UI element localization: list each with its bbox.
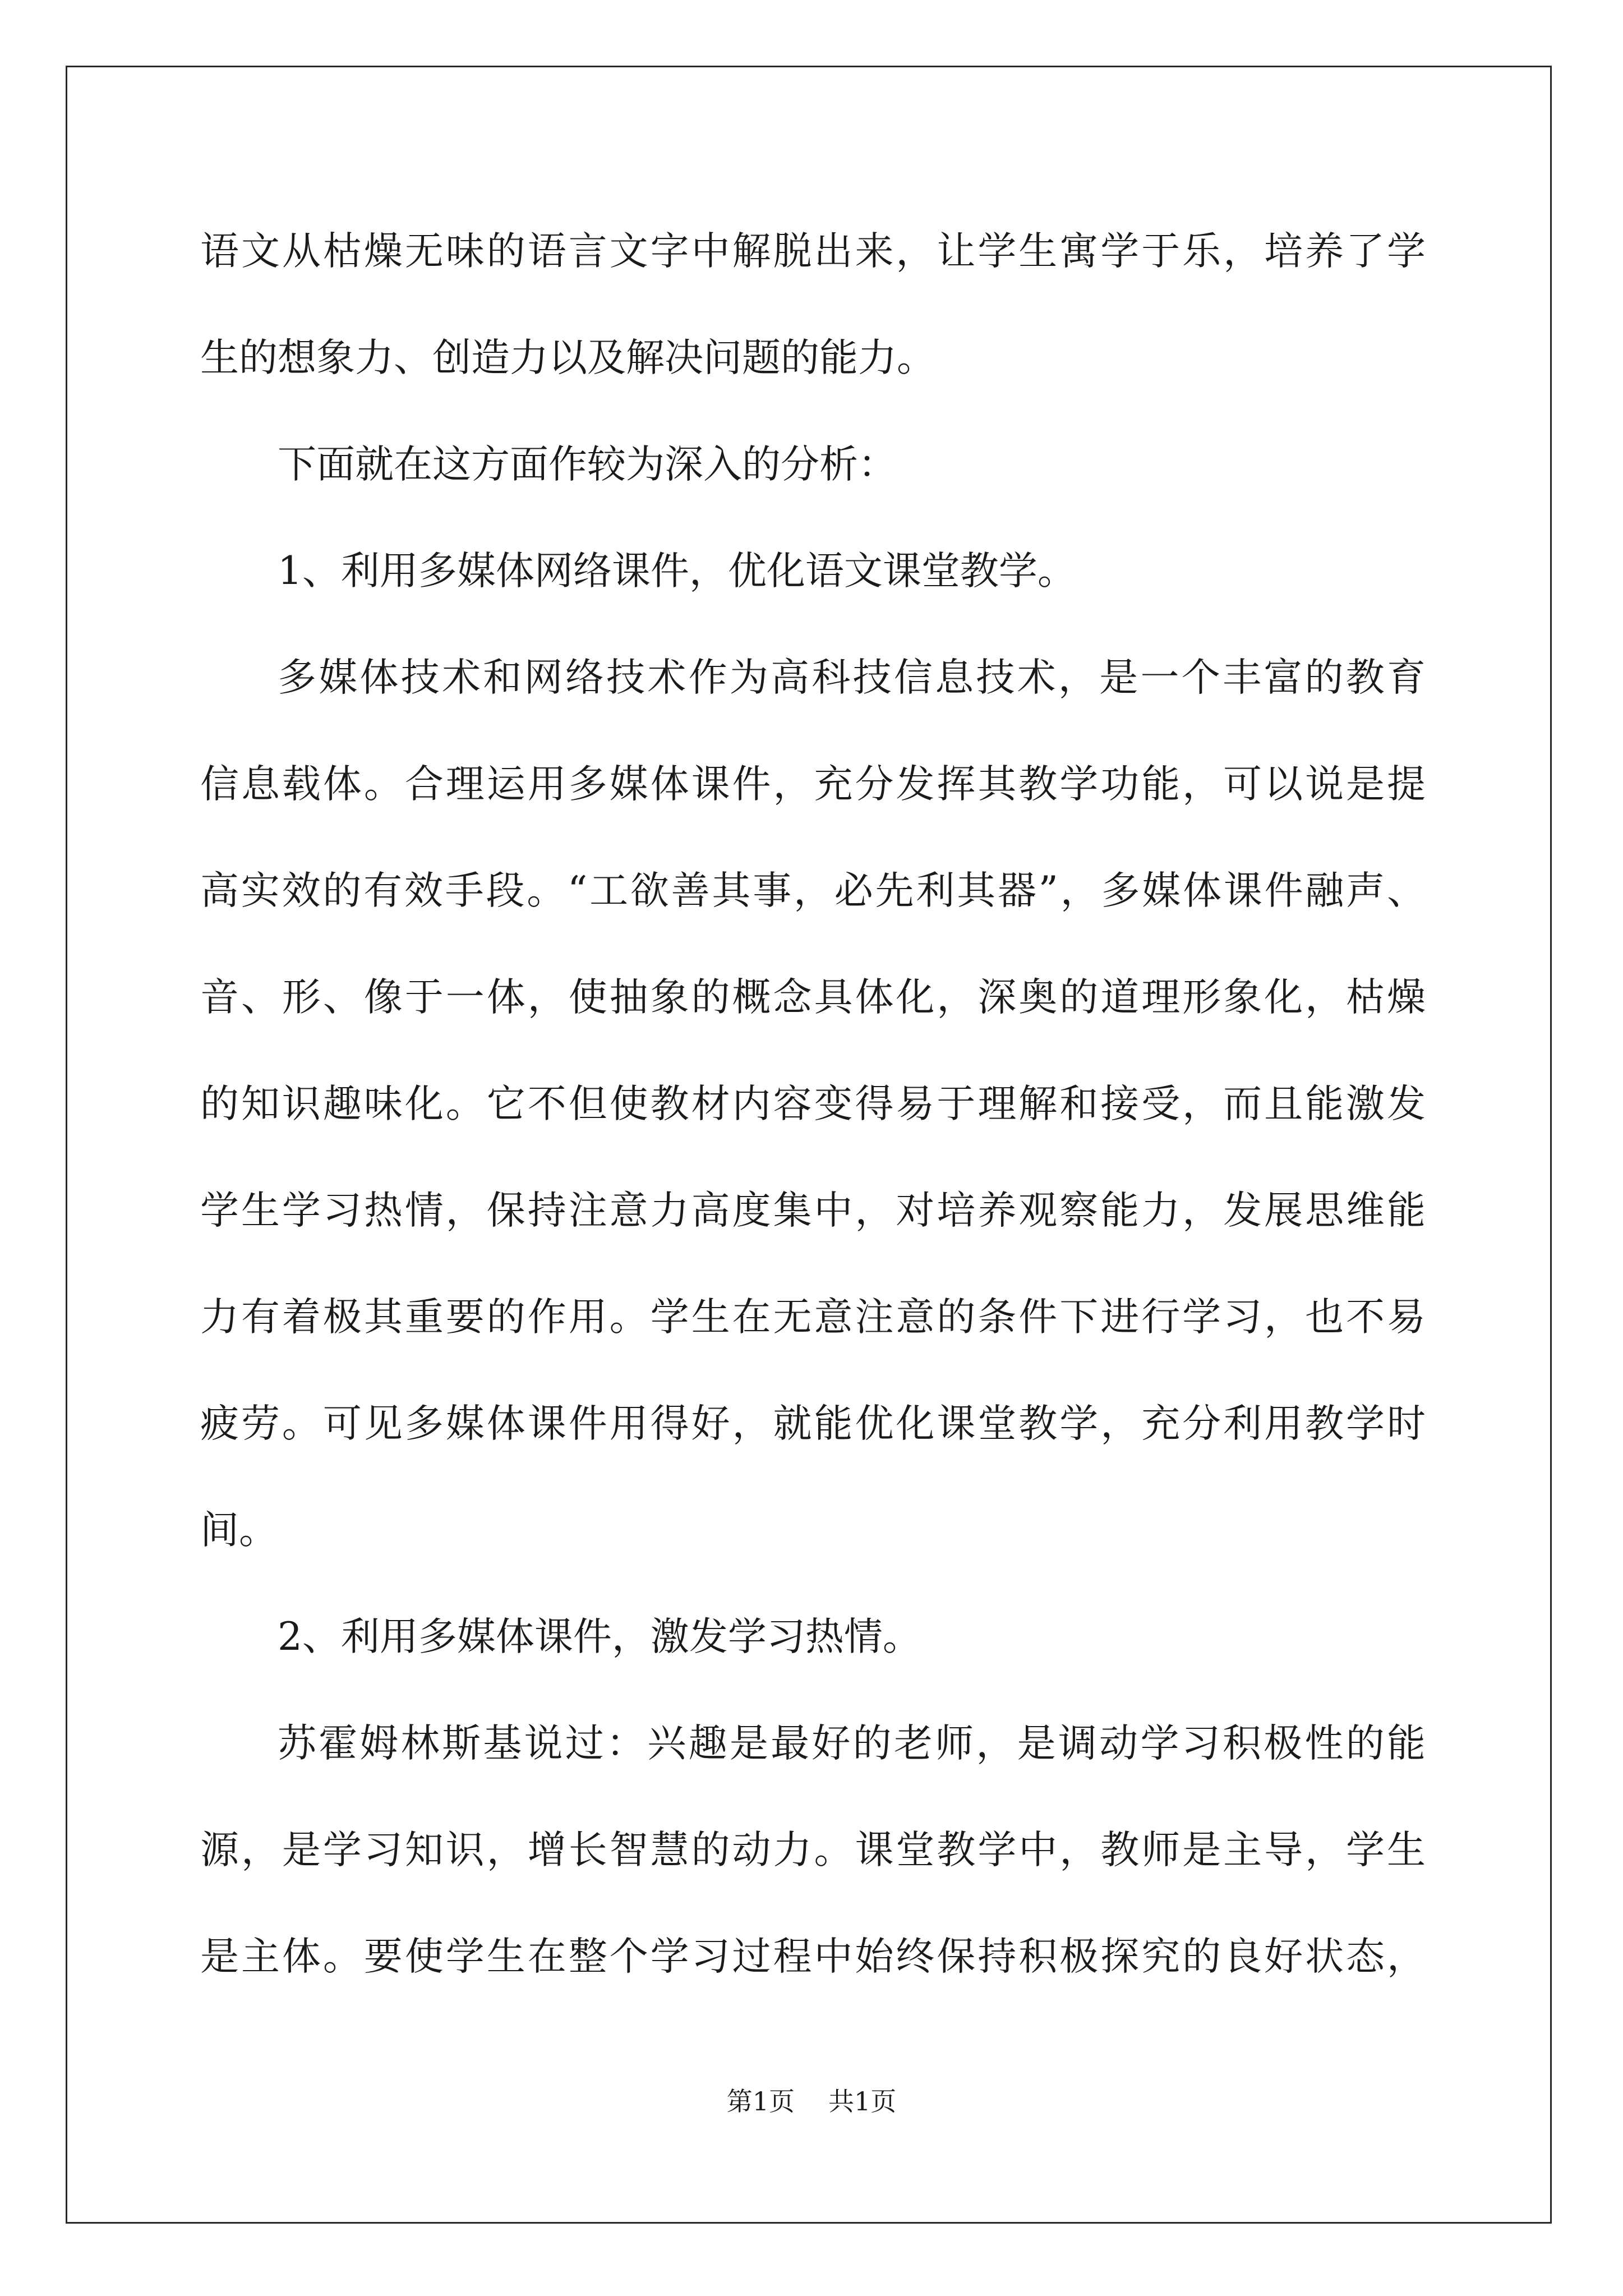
page-total: 共1页 — [828, 2086, 897, 2116]
text-line: 1、利用多媒体网络课件，优化语文课堂教学。 — [278, 549, 1076, 593]
page-footer — [0, 2085, 1623, 2118]
text-line: 学生学习热情，保持注意力高度集中，对培养观察能力，发展思维能 — [200, 1188, 1426, 1233]
paragraph — [200, 411, 1426, 518]
section-heading — [200, 1584, 1426, 1690]
text-line: 多媒体技术和网络技术作为高科技信息技术，是一个丰富的教育 — [278, 655, 1426, 700]
text-line: 2、利用多媒体课件，激发学习热情。 — [278, 1614, 921, 1659]
text-line: 苏霍姆林斯基说过：兴趣是最好的老师，是调动学习积极性的能 — [278, 1721, 1426, 1766]
text-line: 语文从枯燥无味的语言文字中解脱出来，让学生寓学于乐，培养了学 — [200, 229, 1426, 274]
paragraph — [200, 198, 1426, 411]
text-line: 疲劳。可见多媒体课件用得好，就能优化课堂教学，充分利用教学时 — [200, 1401, 1426, 1446]
body-text — [200, 198, 1426, 2010]
paragraph — [200, 624, 1426, 1584]
paragraph — [200, 1690, 1426, 2010]
text-line: 源，是学习知识，增长智慧的动力。课堂教学中，教师是主导，学生 — [200, 1828, 1426, 1872]
section-heading — [200, 518, 1426, 624]
page-number: 第1页 — [726, 2086, 795, 2116]
text-line: 音、形、像于一体，使抽象的概念具体化，深奥的道理形象化，枯燥 — [200, 975, 1426, 1020]
text-line: 力有着极其重要的作用。学生在无意注意的条件下进行学习，也不易 — [200, 1295, 1426, 1340]
text-line: 信息载体。合理运用多媒体课件，充分发挥其教学功能，可以说是提 — [200, 762, 1426, 807]
text-line: 生的想象力、创造力以及解决问题的能力。 — [200, 335, 935, 380]
text-line: 的知识趣味化。它不但使教材内容变得易于理解和接受，而且能激发 — [200, 1082, 1426, 1126]
text-line: 高实效的有效手段。“工欲善其事，必先利其器”，多媒体课件融声、 — [200, 868, 1426, 913]
text-line: 间。 — [200, 1508, 278, 1553]
text-line: 下面就在这方面作较为深入的分析： — [278, 442, 897, 487]
text-line: 是主体。要使学生在整个学习过程中始终保持积极探究的良好状态， — [200, 1934, 1426, 1979]
